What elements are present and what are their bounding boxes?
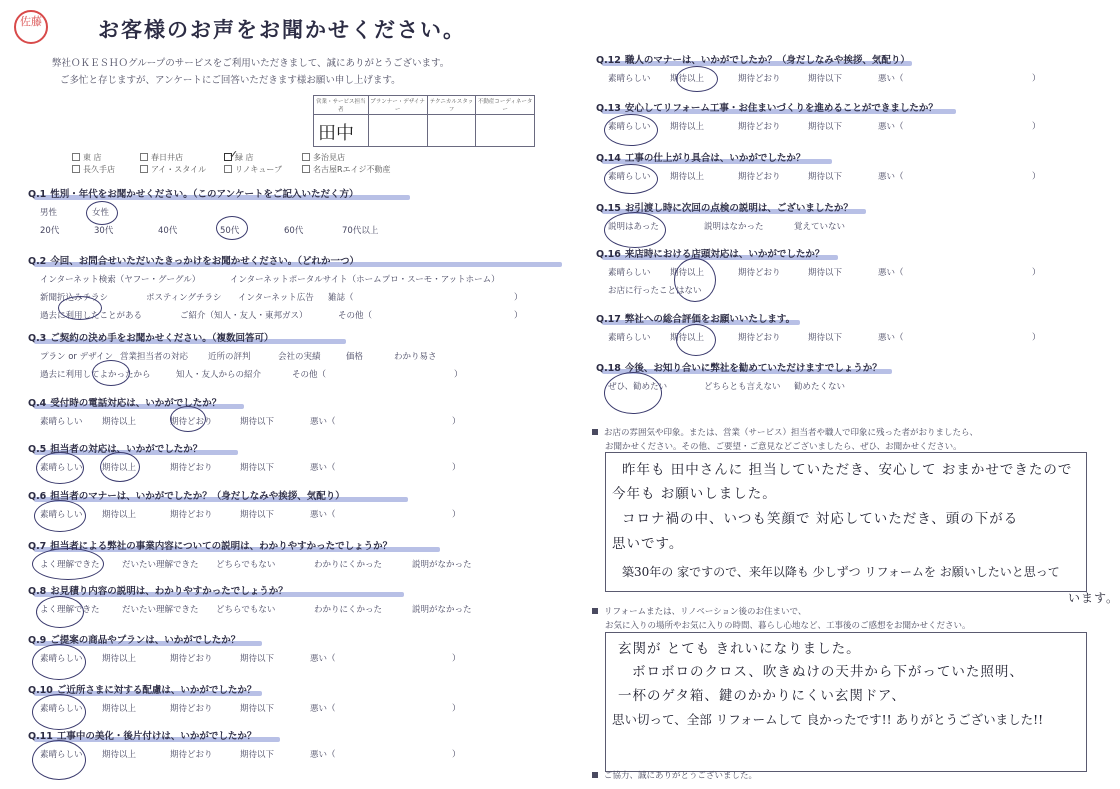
question-text: 担当者による弊社の事業内容についての説明は、わかりやすかったでしょうか？ [50,541,393,552]
handwritten-line: 思い切って、全部 リフォームして 良かったです!! ありがとうございました!! [612,712,1044,727]
question-title [28,330,274,344]
answer-option[interactable]: 悪い（ [310,510,336,520]
question-number: Q.3 [28,333,47,344]
selection-circle [604,164,658,194]
answer-option[interactable]: ） [454,370,463,380]
answer-option[interactable]: 新聞折込みチラシ [40,293,109,303]
answer-option[interactable]: 60代 [284,226,304,236]
answer-option[interactable]: どちらとも言えない [704,382,781,392]
answer-option[interactable]: 期待以上 [670,268,705,278]
question-text: お見積り内容の説明は、わかりやすかったでしょうか？ [50,586,288,597]
question-number: Q.4 [28,398,47,409]
handwritten-line: います。 [1068,591,1120,605]
handwritten-line: 一杯のゲタ箱、鍵のかかりにくい玄関ドア、 [618,688,906,704]
answer-option[interactable]: 悪い（ [310,417,336,427]
question-text: ご契約の決め手をお聞かせください。（複数回答可） [50,333,274,344]
answer-option[interactable]: 期待どおり [170,654,213,664]
answer-option[interactable]: 期待以上 [102,510,137,520]
answer-option[interactable]: ポスティングチラシ [146,293,222,303]
answer-option[interactable]: 70代以上 [342,226,379,236]
selection-circle [58,296,102,320]
selection-circle [32,740,86,780]
answer-option[interactable]: ） [1032,74,1041,84]
answer-option[interactable]: 期待以下 [808,333,843,343]
question-title [28,253,359,267]
answer-option[interactable]: 期待以上 [102,417,137,427]
answer-option[interactable]: ） [452,750,461,760]
answer-option[interactable]: 期待以上 [670,172,705,182]
answer-option[interactable]: ） [1032,122,1041,132]
store-checkbox[interactable]: 多治見店 [302,152,345,163]
answer-option[interactable]: ） [452,510,461,520]
answer-option[interactable]: 期待どおり [738,74,781,84]
question-text: 担当者のマナーは、いかがでしたか？（身だしなみや挨拶、気配り） [50,491,345,502]
selection-circle [36,452,84,484]
selection-circle [92,360,130,386]
answer-option[interactable]: 素晴らしい [40,750,83,760]
selection-circle [100,452,140,482]
answer-option[interactable]: 説明はあった [608,222,659,232]
handwritten-line: 玄関が とても きれいになりました。 [618,641,861,657]
answer-option[interactable]: 期待どおり [170,510,213,520]
answer-option[interactable]: ） [1032,268,1041,278]
selection-circle [34,500,86,532]
answer-option[interactable]: 期待以下 [240,750,275,760]
answer-option[interactable]: 近所の評判 [208,352,251,362]
answer-option[interactable]: インターネットポータルサイト（ホームプロ・スーモ・アットホーム） [230,275,500,285]
answer-option[interactable]: 期待以下 [808,74,843,84]
answer-option[interactable]: 期待どおり [170,463,213,473]
question-text: 性別・年代をお聞かせください。（このアンケートをご記入いただく方） [50,189,359,200]
answer-option[interactable]: ） [452,463,461,473]
question-number: Q.7 [28,541,47,552]
selection-circle [674,258,716,302]
handwritten-line: コロナ禍の中、いつも笑顔で 対応していただき、頭の下がる [622,511,1019,527]
question-title [596,150,805,164]
answer-option[interactable]: プラン or デザイン [40,352,114,362]
answer-option[interactable]: 期待以上 [102,704,137,714]
answer-option[interactable]: 悪い（ [878,74,904,84]
answer-option[interactable]: わかりにくかった [314,605,383,615]
answer-option[interactable]: 素晴らしい [608,74,651,84]
answer-option[interactable]: 女性 [92,208,110,218]
answer-option[interactable]: 素晴らしい [40,704,83,714]
staff-name-sales: 田中 [318,123,354,144]
handwritten-line: 今年も お願いしました。 [612,486,777,502]
answer-option[interactable]: お店に行ったことはない [608,286,702,296]
answer-option[interactable]: 悪い（ [310,704,336,714]
answer-option[interactable]: わかりにくかった [314,560,383,570]
intro-line-1: 弊社ＯＫＥＳＨＯグループのサービスをご利用いただきまして、誠にありがとうございます。 [52,58,450,69]
question-number: Q.5 [28,444,47,455]
answer-option[interactable]: 期待以下 [240,463,275,473]
selection-circle [32,644,86,680]
answer-option[interactable]: 期待どおり [738,172,781,182]
answer-option[interactable]: 素晴らしい [608,333,651,343]
selection-circle [36,596,84,628]
staff-header-technical: テクニカルスタッフ [427,96,476,115]
question-text: 安心してリフォーム工事・お住まいづくりを進めることができましたか？ [624,103,938,114]
answer-option[interactable]: 期待以上 [670,122,705,132]
answer-option[interactable]: 期待どおり [170,704,213,714]
selection-circle [170,406,206,432]
answer-option[interactable]: 期待どおり [738,268,781,278]
page-title: お客様のお声をお聞かせください。 [98,18,466,42]
answer-option[interactable]: 期待以上 [102,750,137,760]
answer-option[interactable]: ） [1032,333,1041,343]
store-checkbox[interactable]: 東 店 [72,152,102,163]
answer-option[interactable]: ） [452,704,461,714]
staff-header-realestate: 不動産コーディネーター [476,96,535,115]
store-checkbox[interactable]: 長久手店 [72,164,115,175]
answer-option[interactable]: 悪い（ [310,750,336,760]
answer-option[interactable]: 期待以下 [808,122,843,132]
question-text: 職人のマナーは、いかがでしたか？（身だしなみや挨拶、気配り） [624,55,910,66]
answer-option[interactable]: 期待以下 [808,268,843,278]
answer-option[interactable]: 30代 [94,226,114,236]
comment-prompt-1b: お聞かせください。その他、ご要望・ご意見などございましたら、ぜひ、お聞かせください。 [605,442,962,452]
answer-option[interactable]: 説明はなかった [704,222,764,232]
question-number: Q.16 [596,249,621,260]
answer-option[interactable]: ） [1032,172,1041,182]
answer-option[interactable]: どちらでもない [216,560,276,570]
answer-option[interactable]: どちらでもない [216,605,276,615]
intro-line-2: ご多忙と存じますが、アンケートにご回答いただきます様お願い申し上げます。 [60,75,401,86]
question-title [596,52,910,66]
question-number: Q.12 [596,55,621,66]
selection-circle [604,372,662,414]
answer-option[interactable]: 素晴らしい [40,654,83,664]
answer-option[interactable]: 期待以下 [240,417,275,427]
selection-circle [32,694,86,730]
answer-option[interactable]: だいたい理解できた [122,605,199,615]
question-number: Q.11 [28,731,53,742]
answer-option[interactable]: 知人・友人からの紹介 [176,370,262,380]
answer-option[interactable]: 男性 [40,208,58,218]
answer-option[interactable]: 雑誌（ [328,293,354,303]
answer-option[interactable]: 期待以下 [240,510,275,520]
answer-option[interactable]: 悪い（ [878,268,904,278]
seal-stamp: 佐藤 [14,10,48,44]
handwritten-line: 築30年の 家ですので、来年以降も 少しずつ リフォームを お願いしたいと思って [622,565,1060,579]
answer-option[interactable]: 期待どおり [170,750,213,760]
answer-option[interactable]: 期待どおり [170,417,213,427]
question-number: Q.15 [596,203,621,214]
question-title [596,246,824,260]
answer-option[interactable]: 期待以下 [240,654,275,664]
answer-option[interactable]: ） [514,293,523,303]
answer-option[interactable]: ） [452,654,461,664]
selection-circle [216,216,248,240]
comment-prompt-2b: お気に入りの場所やお気に入りの時間、暮らし心地など、工事後のご感想をお聞かせください。 [605,621,971,631]
handwritten-line: ボロボロのクロス、吹きぬけの天井から下がっていた照明、 [632,664,1024,680]
question-number: Q.10 [28,685,53,696]
staff-header-sales: 営業・サービス担当者 [314,96,369,115]
question-text: 工事の仕上がり具合は、いかがでしたか？ [624,153,806,164]
answer-option[interactable]: 20代 [40,226,60,236]
answer-option[interactable]: 素晴らしい [608,268,651,278]
answer-option[interactable]: 素晴らしい [40,417,83,427]
question-text: 担当者の対応は、いかがでしたか？ [50,444,203,455]
question-number: Q.9 [28,635,47,646]
selection-circle [86,201,118,225]
answer-option[interactable]: 覚えていない [794,222,846,232]
selection-circle [32,548,104,580]
answer-option[interactable]: よく理解できた [40,560,100,570]
question-number: Q.8 [28,586,47,597]
question-text: 来店時における店頭対応は、いかがでしたか？ [624,249,825,260]
answer-option[interactable]: ご紹介（知人・友人・東邦ガス） [180,311,308,321]
question-title [28,488,345,502]
question-title [28,186,358,200]
question-text: 受付時の電話対応は、いかがでしたか？ [50,398,222,409]
answer-option[interactable]: ） [514,311,523,321]
answer-option[interactable]: 期待以上 [670,333,705,343]
question-number: Q.1 [28,189,47,200]
answer-option[interactable]: わかり易さ [394,352,437,362]
question-text: ご近所さまに対する配慮は、いかがでしたか？ [56,685,257,696]
selection-circle [604,114,658,146]
comment-prompt-1: お店の雰囲気や印象。または、営業（サービス）担当者や職人で印象に残った者がおりましたら、 [592,426,978,438]
question-title [596,100,938,114]
question-number: Q.14 [596,153,621,164]
handwritten-line: 思いです。 [612,536,684,552]
store-checkbox[interactable]: 緑 店 [224,152,254,163]
answer-option[interactable]: 会社の実績 [278,352,321,362]
store-checkbox[interactable]: リノキューブ [224,164,282,175]
store-checkbox[interactable]: 名古屋Rエイジ不動産 [302,164,391,175]
answer-option[interactable]: よく理解できた [40,605,100,615]
answer-option[interactable]: 悪い（ [878,172,904,182]
selection-circle [676,66,718,92]
answer-option[interactable]: インターネット検索（ヤフー・グーグル） [40,275,201,285]
answer-option[interactable]: 勧めたくない [794,382,846,392]
answer-option[interactable]: 悪い（ [310,463,336,473]
answer-option[interactable]: 期待以上 [670,74,705,84]
selection-circle [676,324,716,356]
answer-option[interactable]: 過去に利用してよかったから [40,370,151,380]
answer-option[interactable]: 悪い（ [878,122,904,132]
comment-prompt-2: リフォームまたは、リノベーション後のお住まいで、 [592,605,806,617]
question-title [596,311,795,325]
question-number: Q.17 [596,314,621,325]
question-text: 工事中の美化・後片付けは、いかがでしたか？ [56,731,257,742]
footer-thanks: ご協力、誠にありがとうございました。 [592,769,757,781]
question-text: お引渡し時に次回の点検の説明は、ございましたか？ [624,203,853,214]
answer-option[interactable]: 50代 [220,226,240,236]
question-number: Q.18 [596,363,621,374]
answer-option[interactable]: 悪い（ [878,333,904,343]
question-text: 弊社への総合評価をお願いいたします。 [624,314,796,325]
answer-option[interactable]: 悪い（ [310,654,336,664]
answer-option[interactable]: 期待以下 [808,172,843,182]
answer-option[interactable]: 素晴らしい [40,463,83,473]
answer-option[interactable]: 説明がなかった [412,560,472,570]
question-text: 今回、お問合せいただいたきっかけをお聞かせください。（どれか一つ） [50,256,360,267]
question-number: Q.2 [28,256,47,267]
store-checkbox[interactable]: アイ・スタイル [140,164,206,175]
question-number: Q.13 [596,103,621,114]
check-mark-icon: ✓ [229,148,239,161]
answer-option[interactable]: ） [452,417,461,427]
answer-option[interactable]: 期待以下 [240,704,275,714]
question-number: Q.6 [28,491,47,502]
answer-option[interactable]: だいたい理解できた [122,560,199,570]
answer-option[interactable]: 過去に利用したことがある [40,311,143,321]
answer-option[interactable]: 素晴らしい [40,510,83,520]
answer-option[interactable]: 価格 [346,352,364,362]
answer-option[interactable]: 期待以上 [102,463,137,473]
answer-option[interactable]: 素晴らしい [608,172,651,182]
answer-option[interactable]: 期待どおり [738,333,781,343]
answer-option[interactable]: 40代 [158,226,178,236]
answer-option[interactable]: その他（ [292,370,327,380]
answer-option[interactable]: 営業担当者の対応 [120,352,189,362]
question-text: ご提案の商品やプランは、いかがでしたか？ [50,635,241,646]
answer-option[interactable]: ぜひ、勧めたい [608,382,668,392]
selection-circle [604,212,666,248]
question-title [28,583,288,597]
answer-option[interactable]: 期待以上 [102,654,137,664]
staff-header-planner: プランナー・デザイナー [368,96,427,115]
handwritten-line: 昨年も 田中さんに 担当していただき、安心して おまかせできたので [622,462,1073,478]
answer-option[interactable]: インターネット広告 [238,293,314,303]
answer-option[interactable]: 期待どおり [738,122,781,132]
question-text: 今後、お知り合いに弊社を勧めていただけますでしょうか？ [624,363,882,374]
answer-option[interactable]: 素晴らしい [608,122,651,132]
answer-option[interactable]: その他（ [338,311,373,321]
answer-option[interactable]: 説明がなかった [412,605,472,615]
store-checkbox[interactable]: 春日井店 [140,152,183,163]
